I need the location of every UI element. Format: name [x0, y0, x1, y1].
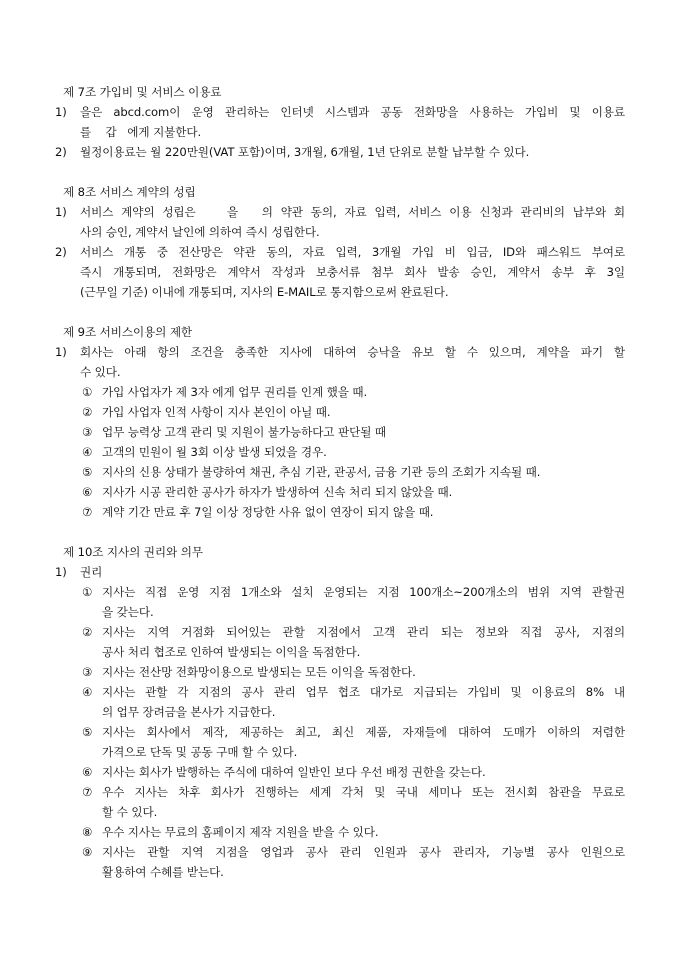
article-10-sub-item-line-1: 지사는 지역 거점화 되어있는 관할 지점에서 고객 관리 되는 정보와 직접 공사, 지점의 [102, 625, 625, 639]
article-9-sub-item-number: ③ [82, 425, 93, 439]
article-10-title: 제 10조 지사의 권리와 의무 [63, 545, 203, 559]
article-9-sub-item-number: ② [82, 405, 93, 419]
article-10-sub-item-number: ⑥ [82, 765, 93, 779]
article-10-sub-item-line-1: 지사는 관할 지역 지점을 영업과 공사 관리 인원과 공사 관리자, 기능별 공사 인원으로 [102, 845, 625, 859]
article-7-item-1-line-2: 를 갑 에게 지불한다. [80, 125, 202, 139]
article-9-sub-item-text: 업무 능력상 고객 관리 및 지원이 불가능하다고 판단될 때 [102, 425, 386, 439]
article-7-item-2-number: 2) [55, 145, 67, 159]
article-8-item-2-line-1: 서비스 개통 중 전산망은 약관 동의, 자료 입력, 3개월 가입 비 입금, ID와 패스워드 부여로 [80, 245, 625, 259]
article-8-item-1-number: 1) [55, 205, 67, 219]
article-10-sub-item-line-1: 지사는 관할 각 지점의 공사 관리 업무 협조 대가로 지급되는 가입비 및 이용료의 8% 내 [102, 685, 625, 699]
article-10-sub-item-line-1: 지사는 전산망 전화망이용으로 발생되는 모든 이익을 독점한다. [102, 665, 416, 679]
article-10-item-1-number: 1) [55, 565, 67, 579]
article-9-sub-item-number: ⑤ [82, 465, 93, 479]
article-8-item-2-line-2: 즉시 개통되며, 전화망은 계약서 작성과 보충서류 첨부 회사 발송 승인, 계약서 송부 후 3일 [80, 265, 625, 279]
article-9-sub-item-number: ④ [82, 445, 93, 459]
article-9-sub-item-text: 계약 기간 만료 후 7일 이상 정당한 사유 없이 연장이 되지 않을 때. [102, 505, 434, 519]
article-8-item-1-line-2: 사의 승인, 계약서 날인에 의하여 즉시 성립한다. [80, 225, 320, 239]
article-10-sub-item-number: ④ [82, 685, 93, 699]
article-10-sub-item-line-2: 할 수 있다. [102, 805, 158, 819]
article-10-sub-item-line-1: 우수 지사는 무료의 홈페이지 제작 지원을 받을 수 있다. [102, 825, 379, 839]
article-10-sub-item-number: ⑦ [82, 785, 93, 799]
article-10-sub-item-number: ③ [82, 665, 93, 679]
article-10-sub-item-line-2: 의 업무 장려금을 본사가 지급한다. [102, 705, 276, 719]
article-8-item-1-line-1: 서비스 계약의 성립은 을 의 약관 동의, 자료 입력, 서비스 이용 신청과 관리비의 납부와 회 [80, 205, 625, 219]
article-7-title: 제 7조 가입비 및 서비스 이용료 [63, 85, 222, 99]
article-9-item-1-line-1: 회사는 아래 항의 조건을 충족한 지사에 대하여 승낙을 유보 할 수 있으며, 계약을 파기 할 [80, 345, 625, 359]
article-7-item-1-line-1: 을은 abcd.com이 운영 관리하는 인터넷 시스템과 공동 전화망을 사용하는 가입비 및 이용료 [80, 105, 625, 119]
article-10-sub-item-number: ① [82, 585, 93, 599]
article-7-item-1-number: 1) [55, 105, 67, 119]
article-10-sub-item-line-2: 활용하여 수혜를 받는다. [102, 865, 224, 879]
article-10-sub-item-line-2: 가격으로 단독 및 공동 구매 할 수 있다. [102, 745, 298, 759]
article-9-sub-item-text: 고객의 민원이 월 3회 이상 발생 되었을 경우. [102, 445, 327, 459]
article-10-sub-item-line-2: 을 갖는다. [102, 605, 154, 619]
article-10-sub-item-number: ⑨ [82, 845, 93, 859]
article-9-sub-item-text: 가입 사업자가 제 3자 에게 업무 권리를 인계 했을 때. [102, 385, 368, 399]
article-9-sub-item-text: 가입 사업자 인적 사항이 지사 본인이 아닐 때. [102, 405, 331, 419]
article-9-sub-item-number: ⑥ [82, 485, 93, 499]
article-10-sub-item-number: ⑤ [82, 725, 93, 739]
article-8-title: 제 8조 서비스 계약의 성립 [63, 185, 196, 199]
article-10-sub-item-line-1: 지사는 회사에서 제작, 제공하는 최고, 최신 제품, 자재들에 대하여 도매가 이하의 저렴한 [102, 725, 625, 739]
article-9-sub-item-number: ① [82, 385, 93, 399]
article-10-sub-item-line-1: 지사는 직접 운영 지점 1개소와 설치 운영되는 지점 100개소~200개소의 범위 지역 관할권 [102, 585, 625, 599]
article-9-item-1-line-2: 수 있다. [80, 365, 121, 379]
article-9-sub-item-text: 지사가 시공 관리한 공사가 하자가 발생하여 신속 처리 되지 않았을 때. [102, 485, 453, 499]
article-10-sub-item-line-1: 우수 지사는 차후 회사가 진행하는 세계 각처 및 국내 세미나 또는 전시회 참관을 무료로 [102, 785, 625, 799]
article-9-item-1-number: 1) [55, 345, 67, 359]
article-9-sub-item-text: 지사의 신용 상태가 불량하여 채권, 추심 기관, 관공서, 금융 기관 등의 조회가 지속될 때. [102, 465, 541, 479]
article-10-item-1-label: 권리 [80, 565, 103, 579]
article-10-sub-item-line-2: 공사 처리 협조로 인하여 발생되는 이익을 독점한다. [102, 645, 361, 659]
article-8-item-2-line-3: (근무일 기준) 이내에 개통되며, 지사의 E-MAIL로 통지함으로써 완료된다. [80, 285, 449, 299]
article-8-item-2-number: 2) [55, 245, 67, 259]
article-7-item-2-line-1: 월정이용료는 월 220만원(VAT 포함)이며, 3개월, 6개월, 1년 단위로 분할 납부할 수 있다. [80, 145, 530, 159]
article-10-sub-item-number: ② [82, 625, 93, 639]
article-10-sub-item-number: ⑧ [82, 825, 93, 839]
article-9-title: 제 9조 서비스이용의 제한 [63, 325, 193, 339]
article-10-sub-item-line-1: 지사는 회사가 발행하는 주식에 대하여 일반인 보다 우선 배정 권한을 갖는다. [102, 765, 486, 779]
article-9-sub-item-number: ⑦ [82, 505, 93, 519]
